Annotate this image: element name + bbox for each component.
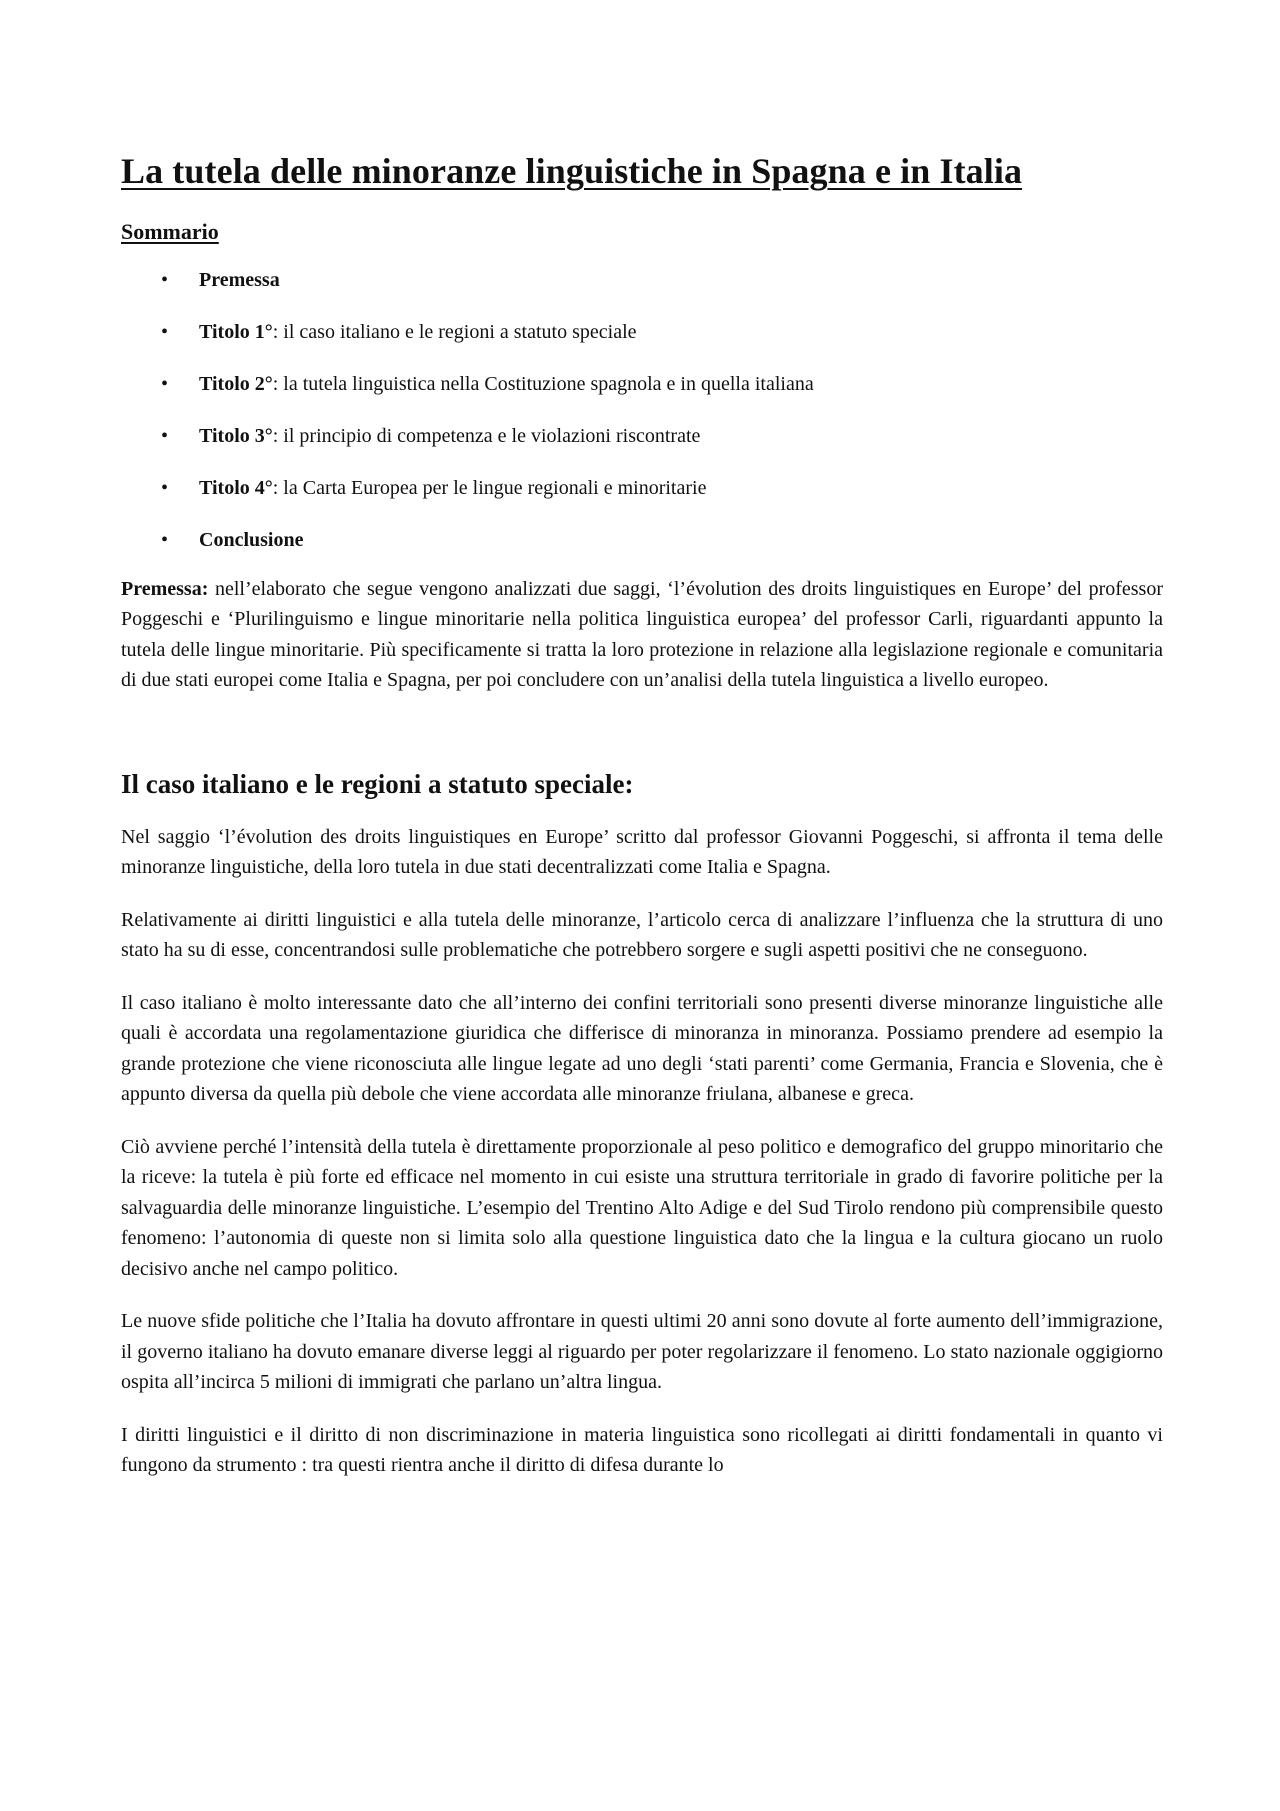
summary-item-text: : la Carta Europea per le lingue regionali e minoritarie — [272, 476, 707, 499]
bullet-icon: • — [161, 320, 169, 343]
body-paragraph: Le nuove sfide politiche che l’Italia ha dovuto affrontare in questi ultimi 20 anni sono dovute al forte aumento dell’immigrazione, il governo italiano ha dovuto emanare diverse leggi al riguardo per poter regolarizzare il fenomeno. Lo stato nazionale oggigiorno ospita all’incirca 5 milioni di immigrati che parlano un’altra lingua. — [121, 1310, 1163, 1394]
bullet-icon: • — [161, 424, 169, 447]
body-paragraph: I diritti linguistici e il diritto di non discriminazione in materia linguistica sono ricollegati ai diritti fondamentali in quanto vi fungono da strumento : tra questi rientra anche il diritto di difesa durante lo — [121, 1423, 1163, 1477]
premessa-text: nell’elaborato che segue vengono analizzati due saggi, ‘l’évolution des droits linguistiques en Europe’ del professor Poggeschi e ‘Plurilinguismo e lingue minoritarie nella politica linguistica europea’ del professor Carli, riguardanti appunto la tutela delle lingue minoritarie. Più specificamente si tratta la loro protezione in relazione alla legislazione regionale e comunitaria di due stati europei come Italia e Spagna, per poi concludere con un’analisi della tutela linguistica a livello europeo. — [121, 577, 1163, 692]
premessa-label: Premessa: — [121, 577, 209, 600]
summary-item-bold: Titolo 3° — [199, 424, 273, 447]
body-paragraph: Relativamente ai diritti linguistici e alla tutela delle minoranze, l’articolo cerca di analizzare l’influenza che la struttura di uno stato ha su di esse, concentrandosi sulle problematiche che potrebbero sorgere e sugli aspetti positivi che ne conseguono. — [121, 908, 1163, 962]
summary-item — [121, 476, 1163, 500]
premessa-paragraph — [121, 574, 1163, 696]
summary-item-bold: Titolo 2° — [199, 372, 273, 395]
bullet-icon: • — [161, 372, 169, 395]
summary-list — [121, 268, 1163, 552]
summary-item-text: : il caso italiano e le regioni a statuto speciale — [272, 320, 637, 343]
bullet-icon: • — [161, 476, 169, 499]
body-paragraph: Nel saggio ‘l’évolution des droits linguistiques en Europe’ scritto dal professor Giovanni Poggeschi, si affronta il tema delle minoranze linguistiche, della loro tutela in due stati decentralizzati come Italia e Spagna. — [121, 825, 1163, 879]
summary-item — [121, 268, 1163, 292]
summary-item-bold: Premessa — [199, 268, 280, 291]
summary-heading: Sommario — [121, 219, 219, 245]
summary-item — [121, 372, 1163, 396]
section-heading: Il caso italiano e le regioni a statuto speciale: — [121, 768, 634, 799]
summary-item-bold: Conclusione — [199, 528, 304, 551]
summary-item — [121, 424, 1163, 448]
body-paragraph: Il caso italiano è molto interessante dato che all’interno dei confini territoriali sono presenti diverse minoranze linguistiche alle quali è accordata una regolamentazione giuridica che differisce di minoranza in minoranza. Possiamo prendere ad esempio la grande protezione che viene riconosciuta alle lingue legate ad uno degli ‘stati parenti’ come Germania, Francia e Slovenia, che è appunto diversa da quella più debole che viene accordata alle minoranze friulana, albanese e greca. — [121, 991, 1163, 1106]
document-title: La tutela delle minoranze linguistiche in Spagna e in Italia — [121, 151, 1023, 191]
summary-item-bold: Titolo 4° — [199, 476, 273, 499]
summary-item — [121, 320, 1163, 344]
bullet-icon: • — [161, 528, 169, 551]
document-page — [121, 150, 1163, 1503]
body-paragraph: Ciò avviene perché l’intensità della tutela è direttamente proporzionale al peso politico e demografico del gruppo minoritario che la riceve: la tutela è più forte ed efficace nel momento in cui esiste una struttura territoriale in grado di favorire politiche per la salvaguardia delle minoranze linguistiche. L’esempio del Trentino Alto Adige e del Sud Tirolo rendono più comprensibile questo fenomeno: l’autonomia di queste non si limita solo alla questione linguistica dato che la lingua e la cultura giocano un ruolo decisivo anche nel campo politico. — [121, 1135, 1163, 1280]
summary-item — [121, 528, 1163, 552]
summary-item-text: : la tutela linguistica nella Costituzione spagnola e in quella italiana — [272, 372, 814, 395]
bullet-icon: • — [161, 268, 169, 291]
summary-item-text: : il principio di competenza e le violazioni riscontrate — [272, 424, 701, 447]
summary-item-bold: Titolo 1° — [199, 320, 273, 343]
